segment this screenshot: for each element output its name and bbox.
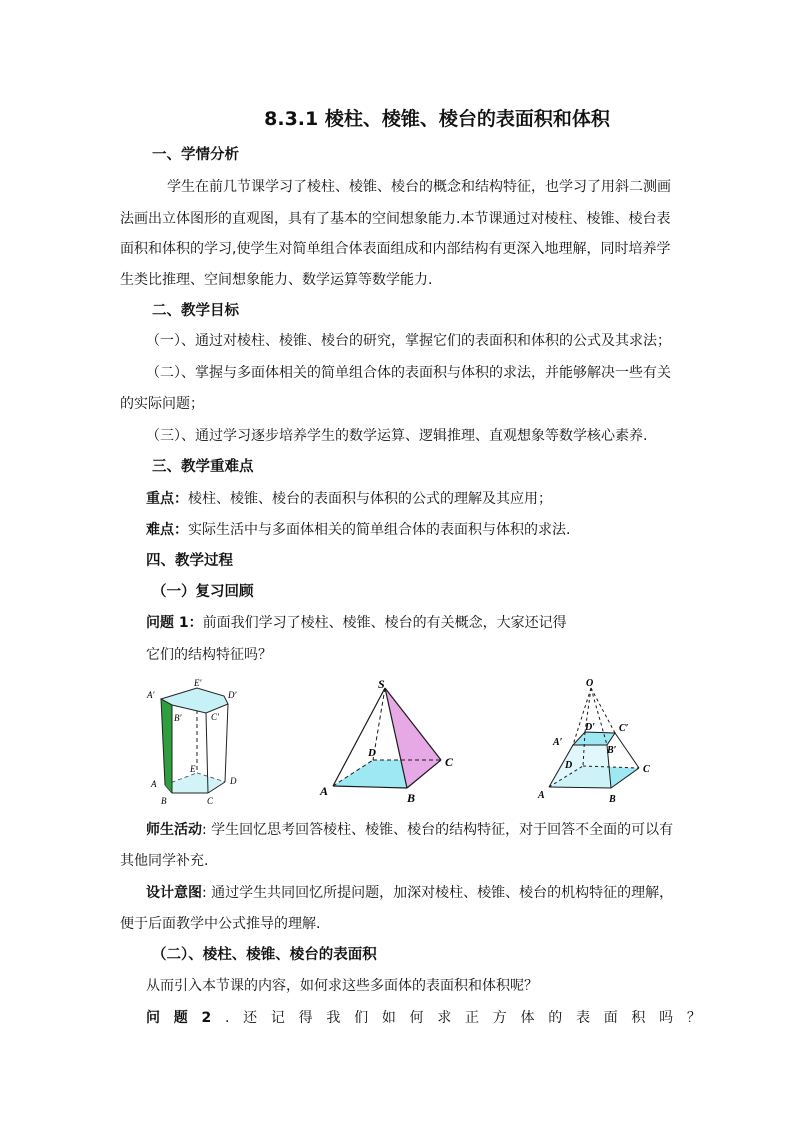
q2-char: 我 [326, 1010, 341, 1026]
q2-char: 方 [492, 1010, 507, 1026]
q2-char: 积 [631, 1010, 646, 1026]
q2-char: 问 [146, 1010, 160, 1026]
q2-char: 记 [270, 1010, 285, 1026]
activity [146, 821, 673, 839]
q2-char: 们 [354, 1010, 369, 1026]
prism-label-A1: A′ [147, 690, 155, 700]
q2-char: 2 [201, 1010, 212, 1026]
objective-line: （三）、通过学习逐步培养学生的数学运算、逻辑推理、直观想象等数学核心素养. [146, 428, 648, 444]
pyramid-label-A: A [320, 784, 329, 798]
section2-heading: 二、教学目标 [152, 303, 239, 319]
activity-label: 师生活动 [146, 822, 202, 838]
prism-label-D: D [230, 776, 237, 786]
difficult-point [146, 521, 570, 539]
pyramid-figure [317, 676, 459, 806]
prism-figure [146, 676, 240, 808]
frustum-label-B1: B′ [607, 745, 617, 756]
prism-label-E1: E′ [194, 678, 202, 688]
q2-char: 得 [298, 1010, 313, 1026]
q2-char: 的 [548, 1010, 563, 1026]
q2-char: 求 [437, 1010, 452, 1026]
activity-cont: 其他同学补充. [120, 853, 209, 869]
q2-char: 吗 [659, 1010, 674, 1026]
question-2 [146, 1009, 701, 1027]
key-point [146, 490, 552, 508]
activity-text: : 学生回忆思考回答棱柱、棱锥、棱台的结构特征，对于回答不全面的可以有 [202, 822, 674, 838]
subsection-surface-area: （二）、棱柱、棱锥、棱台的表面积 [152, 947, 377, 963]
pyramid-label-S: S [378, 677, 385, 691]
prism-label-B1: B′ [174, 713, 182, 723]
paragraph-line: 面积和体积的学习,使学生对简单组合体表面组成和内部结构有更深入地理解，同时培养学 [120, 241, 671, 257]
frustum-label-C1: C′ [619, 723, 629, 734]
frustum-figure [535, 674, 655, 806]
question-1-text: 前面我们学习了棱柱、棱锥、棱台的有关概念，大家还记得 [202, 615, 567, 631]
question-1 [146, 614, 567, 632]
q2-char: 正 [465, 1010, 480, 1026]
q2-char: 题 [173, 1010, 188, 1026]
q2-char: 如 [381, 1010, 396, 1026]
prism-label-A: A [151, 779, 157, 789]
q2-char: 何 [409, 1010, 424, 1026]
prism-label-E: E [190, 764, 196, 774]
prism-label-C1: C′ [211, 712, 219, 722]
difficult-point-label: 难点： [146, 522, 188, 538]
page-title: 8.3.1 棱柱、棱锥、棱台的表面积和体积 [264, 108, 610, 130]
question-1-cont: 它们的结构特征吗？ [146, 647, 272, 663]
frustum-label-D1: D′ [585, 722, 596, 733]
section4-heading: 四、教学过程 [146, 553, 233, 569]
design-intent-cont: 便于后面教学中公式推导的理解. [120, 916, 321, 932]
design-intent [146, 884, 673, 902]
prism-label-C: C [207, 796, 214, 806]
section3-heading: 三、教学重难点 [152, 459, 254, 475]
q2-char: 还 [243, 1010, 258, 1026]
q2-char: ？ [686, 1010, 701, 1026]
pyramid-label-B: B [407, 791, 416, 805]
q2-char: 表 [575, 1010, 590, 1026]
frustum-label-O: O [586, 678, 594, 689]
pyramid-label-C: C [445, 755, 454, 769]
q2-char: 面 [603, 1010, 618, 1026]
q2-char: 体 [520, 1010, 535, 1026]
frustum-label-C: C [643, 764, 650, 775]
pyramid-label-D: D [368, 747, 376, 759]
key-point-text: 棱柱、棱锥、棱台的表面积与体积的公式的理解及其应用； [188, 491, 552, 507]
prism-label-B: B [161, 796, 167, 806]
intro-line: 从而引入本节课的内容，如何求这些多面体的表面积和体积呢？ [146, 978, 538, 994]
objective-line: （二）、掌握与多面体相关的简单组合体的表面积与体积的求法，并能够解决一些有关 [146, 365, 671, 381]
frustum-label-A1: A′ [553, 737, 563, 748]
prism-label-D1: D′ [228, 690, 237, 700]
objective-line: 的实际问题； [120, 396, 204, 412]
difficult-point-text: 实际生活中与多面体相关的简单组合体的表面积与体积的求法. [188, 522, 571, 538]
frustum-label-D: D [565, 760, 573, 771]
objective-line: （一）、通过对棱柱、棱锥、棱台的研究，掌握它们的表面积和体积的公式及其求法； [146, 333, 671, 349]
paragraph-line: 生类比推理、空间想象能力、数学运算等数学能力. [120, 272, 433, 288]
paragraph-line: 法画出立体图形的直观图，具有了基本的空间想象能力.本节课通过对棱柱、棱锥、棱台表 [120, 211, 671, 227]
paragraph-line: 学生在前几节课学习了棱柱、棱锥、棱台的概念和结构特征，也学习了用斜二测画 [167, 179, 671, 195]
subsection-review: （一）复习回顾 [152, 584, 254, 600]
q2-char: . [224, 1010, 230, 1026]
design-intent-text: : 通过学生共同回忆所提问题，加深对棱柱、棱锥、棱台的机构特征的理解， [202, 885, 674, 901]
design-intent-label: 设计意图 [146, 885, 202, 901]
frustum-label-B: B [609, 794, 616, 805]
frustum-label-A: A [538, 790, 545, 801]
section1-heading: 一、学情分析 [152, 147, 239, 163]
key-point-label: 重点： [146, 491, 188, 507]
question-1-label: 问题 1： [146, 615, 203, 631]
